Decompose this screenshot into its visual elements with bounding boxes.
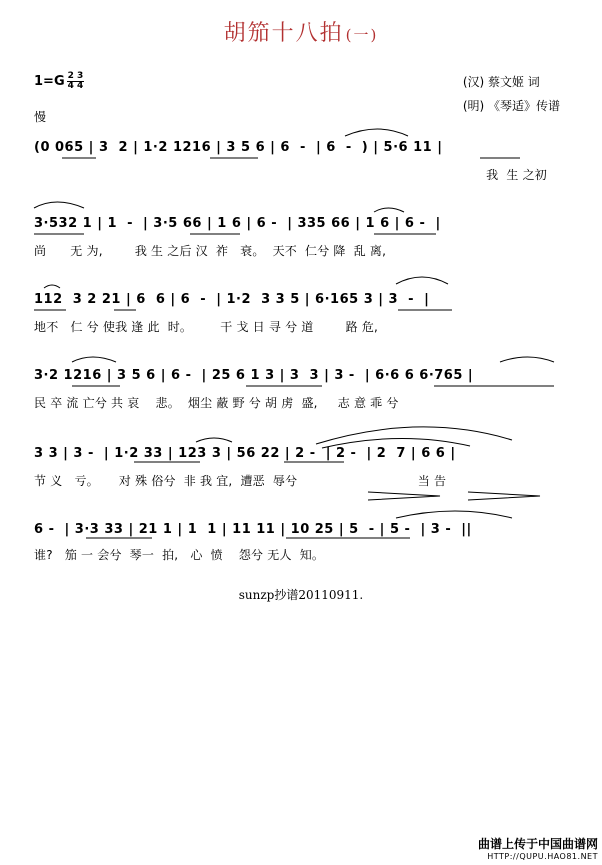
slur-mark	[396, 277, 448, 284]
hairpin-mark	[468, 492, 540, 500]
slur-mark	[72, 357, 116, 362]
slur-mark	[500, 357, 554, 362]
notation-line-5: 3 3 | 3 - | 1·2 33 | 123 3 | 56 22 | 2 - | 2 - | 2 7 | 6 6 |	[34, 446, 456, 461]
notation-line-1: (0 065 | 3 2 | 1·2 1216 | 3 5 6 | 6 - | 6 - ) | 5·6 11 |	[34, 140, 443, 155]
copyist-note: sunzp抄谱20110911.	[238, 588, 364, 602]
site-watermark	[478, 836, 598, 862]
slur-mark	[34, 202, 84, 208]
credit-source: (明) 《琴适》传谱	[462, 99, 560, 113]
slur-mark	[345, 129, 408, 136]
time-signature-top: 2 3	[67, 71, 84, 81]
watermark-line-2: HTTP://QUPU.HAO81.NET	[487, 852, 598, 861]
lyric-line-6: 谁? 笳 一 会兮 琴一 拍, 心 愤 怨兮 无人 知。	[34, 548, 325, 562]
slur-mark	[44, 285, 60, 288]
hairpin-mark	[368, 492, 440, 500]
slur-mark	[322, 438, 470, 448]
lyric-line-2: 尚 无 为, 我 生 之后 汉 祚 衰。 天不 仁兮 降 乱 离,	[34, 244, 387, 258]
notation-line-3: 112 3 2 21 | 6 6 | 6 - | 1·2 3 3 5 | 6·165 3 | 3 - |	[34, 292, 430, 307]
slur-mark	[396, 511, 512, 518]
credit-lyricist: (汉) 蔡文姬 词	[462, 75, 540, 89]
slur-mark	[196, 438, 232, 442]
lyric-line-4: 民 卒 流 亡兮 共 哀 悲。 烟尘 蔽 野 兮 胡 虏 盛, 志 意 乖 兮	[34, 396, 399, 410]
slur-mark	[374, 208, 404, 212]
lyric-line-1: 我 生 之初	[486, 168, 547, 182]
notation-line-2: 3·532 1 | 1 - | 3·5 66 | 1 6 | 6 - | 335 66 | 1 6 | 6 - |	[34, 216, 441, 231]
watermark-line-1: 曲谱上传于中国曲谱网	[477, 837, 598, 851]
tempo-marking: 慢	[34, 110, 47, 124]
key-label: 1=G	[34, 74, 65, 89]
title-main: 胡笳十八拍	[223, 21, 344, 46]
lyric-line-5: 节 义 亏。 对 殊 俗兮 非 我 宜, 遭恶 辱兮 当 告	[34, 474, 447, 488]
lyric-line-3: 地不 仁 兮 使我 逢 此 时。 干 戈 日 寻 兮 道 路 危,	[34, 320, 379, 334]
notation-line-4: 3·2 1216 | 3 5 6 | 6 - | 25 6 1 3 | 3 3 | 3 - | 6·6 6 6·765 |	[34, 368, 474, 383]
time-signature-bottom: 4 4	[67, 81, 84, 91]
title-sub: (一)	[345, 26, 379, 44]
notation-line-6: 6 - | 3·3 33 | 21 1 | 1 1 | 11 11 | 10 25 | 5 - | 5 - | 3 - ||	[34, 522, 472, 537]
slur-mark	[316, 427, 512, 444]
